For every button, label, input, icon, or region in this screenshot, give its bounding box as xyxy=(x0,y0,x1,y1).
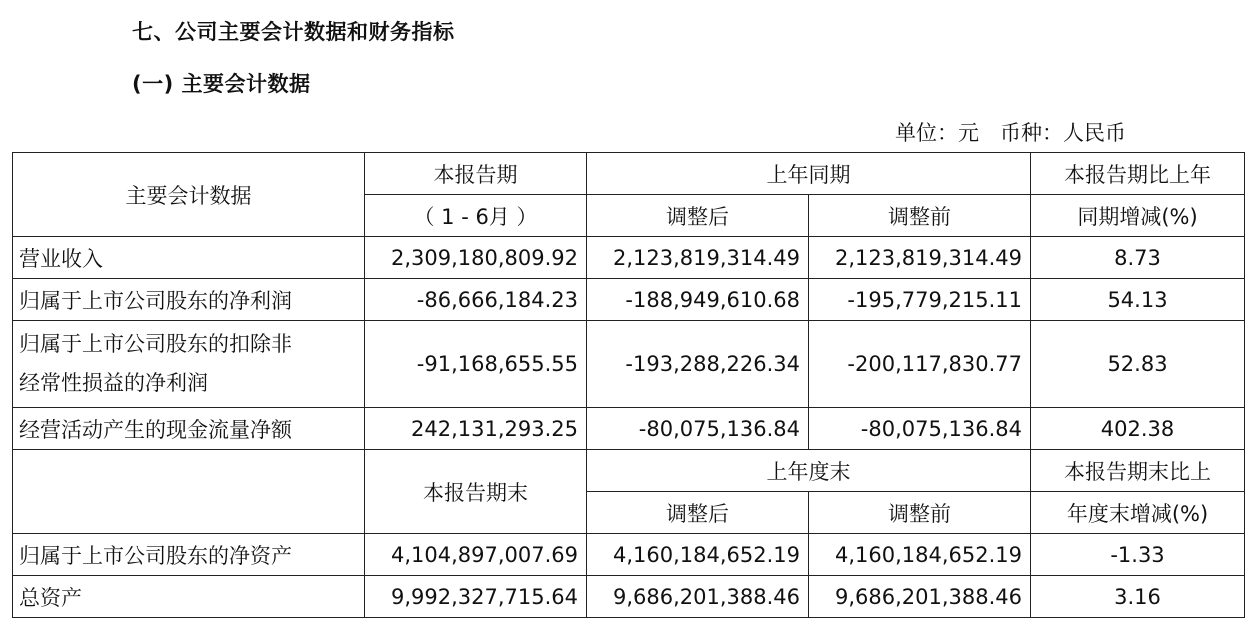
value-adjusted-after: -193,288,226.34 xyxy=(587,321,809,408)
value-change-pct: 54.13 xyxy=(1031,279,1245,321)
header-adjusted-before-2: 调整前 xyxy=(809,492,1031,534)
main-accounting-data-table xyxy=(12,152,1245,618)
value-adjusted-before: -195,779,215.11 xyxy=(809,279,1031,321)
header-adjusted-after-2: 调整后 xyxy=(587,492,809,534)
value-change-pct: 52.83 xyxy=(1031,321,1245,408)
header-change-line2: 同期增减(%) xyxy=(1031,195,1245,237)
row-label-line1: 归属于上市公司股东的扣除非 xyxy=(19,332,292,356)
value-adjusted-after: -80,075,136.84 xyxy=(587,408,809,450)
value-change-pct: 3.16 xyxy=(1031,576,1245,618)
value-adjusted-before: 4,160,184,652.19 xyxy=(809,534,1031,576)
header-adjusted-after: 调整后 xyxy=(587,195,809,237)
value-current: 242,131,293.25 xyxy=(365,408,587,450)
section-title: 七、公司主要会计数据和财务指标 xyxy=(132,20,455,44)
row-label: 经营活动产生的现金流量净额 xyxy=(13,408,365,450)
header-same-period-last-year: 上年同期 xyxy=(587,153,1031,195)
subsection-title: (一) 主要会计数据 xyxy=(132,72,311,96)
row-label: 归属于上市公司股东的净利润 xyxy=(13,279,365,321)
header-main-data: 主要会计数据 xyxy=(13,153,365,237)
value-current: 4,104,897,007.69 xyxy=(365,534,587,576)
row-label: 营业收入 xyxy=(13,237,365,279)
value-adjusted-after: -188,949,610.68 xyxy=(587,279,809,321)
table-row xyxy=(13,321,1245,408)
value-current: -91,168,655.55 xyxy=(365,321,587,408)
row-label-line2: 经常性损益的净利润 xyxy=(19,371,208,395)
value-adjusted-after: 9,686,201,388.46 xyxy=(587,576,809,618)
header-blank xyxy=(13,450,365,534)
value-change-pct: 402.38 xyxy=(1031,408,1245,450)
table-header-row xyxy=(13,153,1245,195)
value-adjusted-after: 4,160,184,652.19 xyxy=(587,534,809,576)
value-adjusted-before: -200,117,830.77 xyxy=(809,321,1031,408)
header-period-end: 本报告期末 xyxy=(365,450,587,534)
table-row xyxy=(13,534,1245,576)
header-change2-line1: 本报告期末比上 xyxy=(1031,450,1245,492)
header-adjusted-before: 调整前 xyxy=(809,195,1031,237)
table-row xyxy=(13,279,1245,321)
value-adjusted-before: -80,075,136.84 xyxy=(809,408,1031,450)
row-label: 归属于上市公司股东的净资产 xyxy=(13,534,365,576)
unit-currency-note: 单位：元 币种：人民币 xyxy=(895,121,1126,145)
value-current: 2,309,180,809.92 xyxy=(365,237,587,279)
row-label xyxy=(13,321,365,408)
table-row xyxy=(13,576,1245,618)
value-adjusted-before: 9,686,201,388.46 xyxy=(809,576,1031,618)
header-last-year-end: 上年度末 xyxy=(587,450,1031,492)
table-row xyxy=(13,408,1245,450)
table-header-row-2 xyxy=(13,450,1245,492)
header-period-range: （ 1 - 6月 ） xyxy=(365,195,587,237)
value-change-pct: -1.33 xyxy=(1031,534,1245,576)
header-current-period: 本报告期 xyxy=(365,153,587,195)
value-adjusted-after: 2,123,819,314.49 xyxy=(587,237,809,279)
header-change2-line2: 年度末增减(%) xyxy=(1031,492,1245,534)
table-row xyxy=(13,237,1245,279)
row-label: 总资产 xyxy=(13,576,365,618)
value-current: 9,992,327,715.64 xyxy=(365,576,587,618)
header-change-line1: 本报告期比上年 xyxy=(1031,153,1245,195)
value-adjusted-before: 2,123,819,314.49 xyxy=(809,237,1031,279)
value-change-pct: 8.73 xyxy=(1031,237,1245,279)
value-current: -86,666,184.23 xyxy=(365,279,587,321)
